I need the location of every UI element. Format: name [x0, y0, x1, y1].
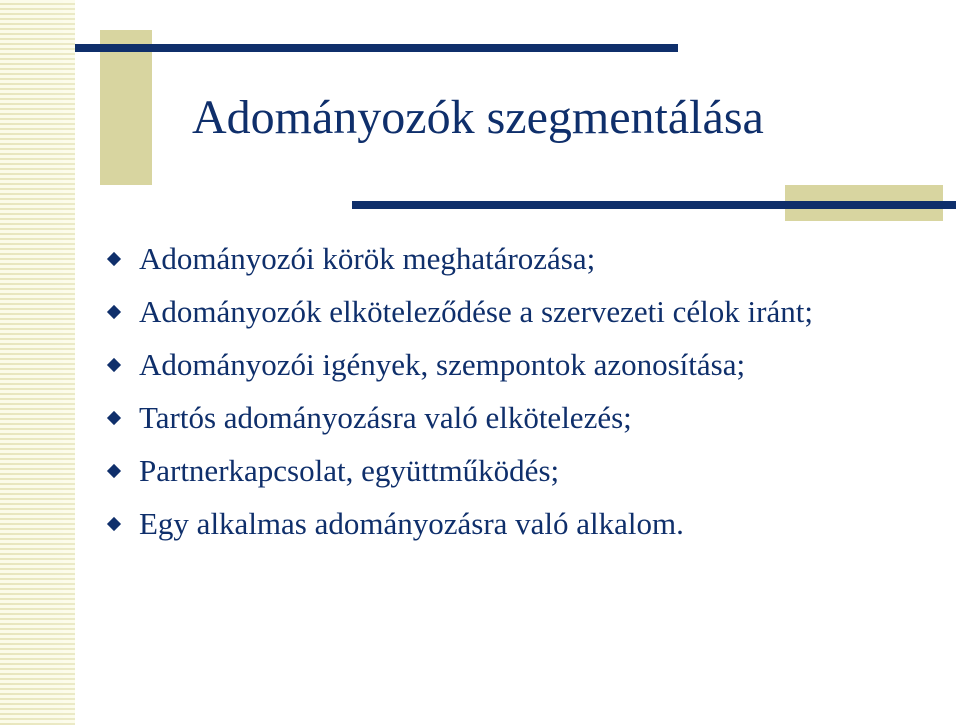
diamond-bullet-icon: [107, 305, 121, 319]
diamond-bullet-icon: [107, 358, 121, 372]
diamond-bullet-icon: [107, 411, 121, 425]
page-title: Adományozók szegmentálása: [192, 91, 764, 144]
bullet-item: [105, 505, 905, 543]
bullet-text: Adományozók elköteleződése a szervezeti célok iránt;: [139, 294, 813, 329]
side-stripe-decoration: [0, 0, 75, 725]
bullet-text: Tartós adományozásra való elkötelezés;: [139, 400, 632, 435]
bullet-item: [105, 452, 905, 490]
bullet-item: [105, 293, 905, 331]
bullet-text: Adományozói igények, szempontok azonosítása;: [139, 347, 746, 382]
diamond-bullet-icon: [107, 517, 121, 531]
bullet-text: Egy alkalmas adományozásra való alkalom.: [139, 506, 684, 541]
tan-accent-block-top: [100, 30, 152, 185]
navy-rule-middle: [352, 201, 956, 209]
bullet-list: [105, 240, 905, 558]
bullet-item: [105, 399, 905, 437]
bullet-text: Partnerkapcsolat, együttműködés;: [139, 453, 560, 488]
bullet-item: [105, 346, 905, 384]
diamond-bullet-icon: [107, 252, 121, 266]
bullet-text: Adományozói körök meghatározása;: [139, 241, 596, 276]
diamond-bullet-icon: [107, 464, 121, 478]
bullet-item: [105, 240, 905, 278]
navy-rule-top: [75, 44, 678, 52]
